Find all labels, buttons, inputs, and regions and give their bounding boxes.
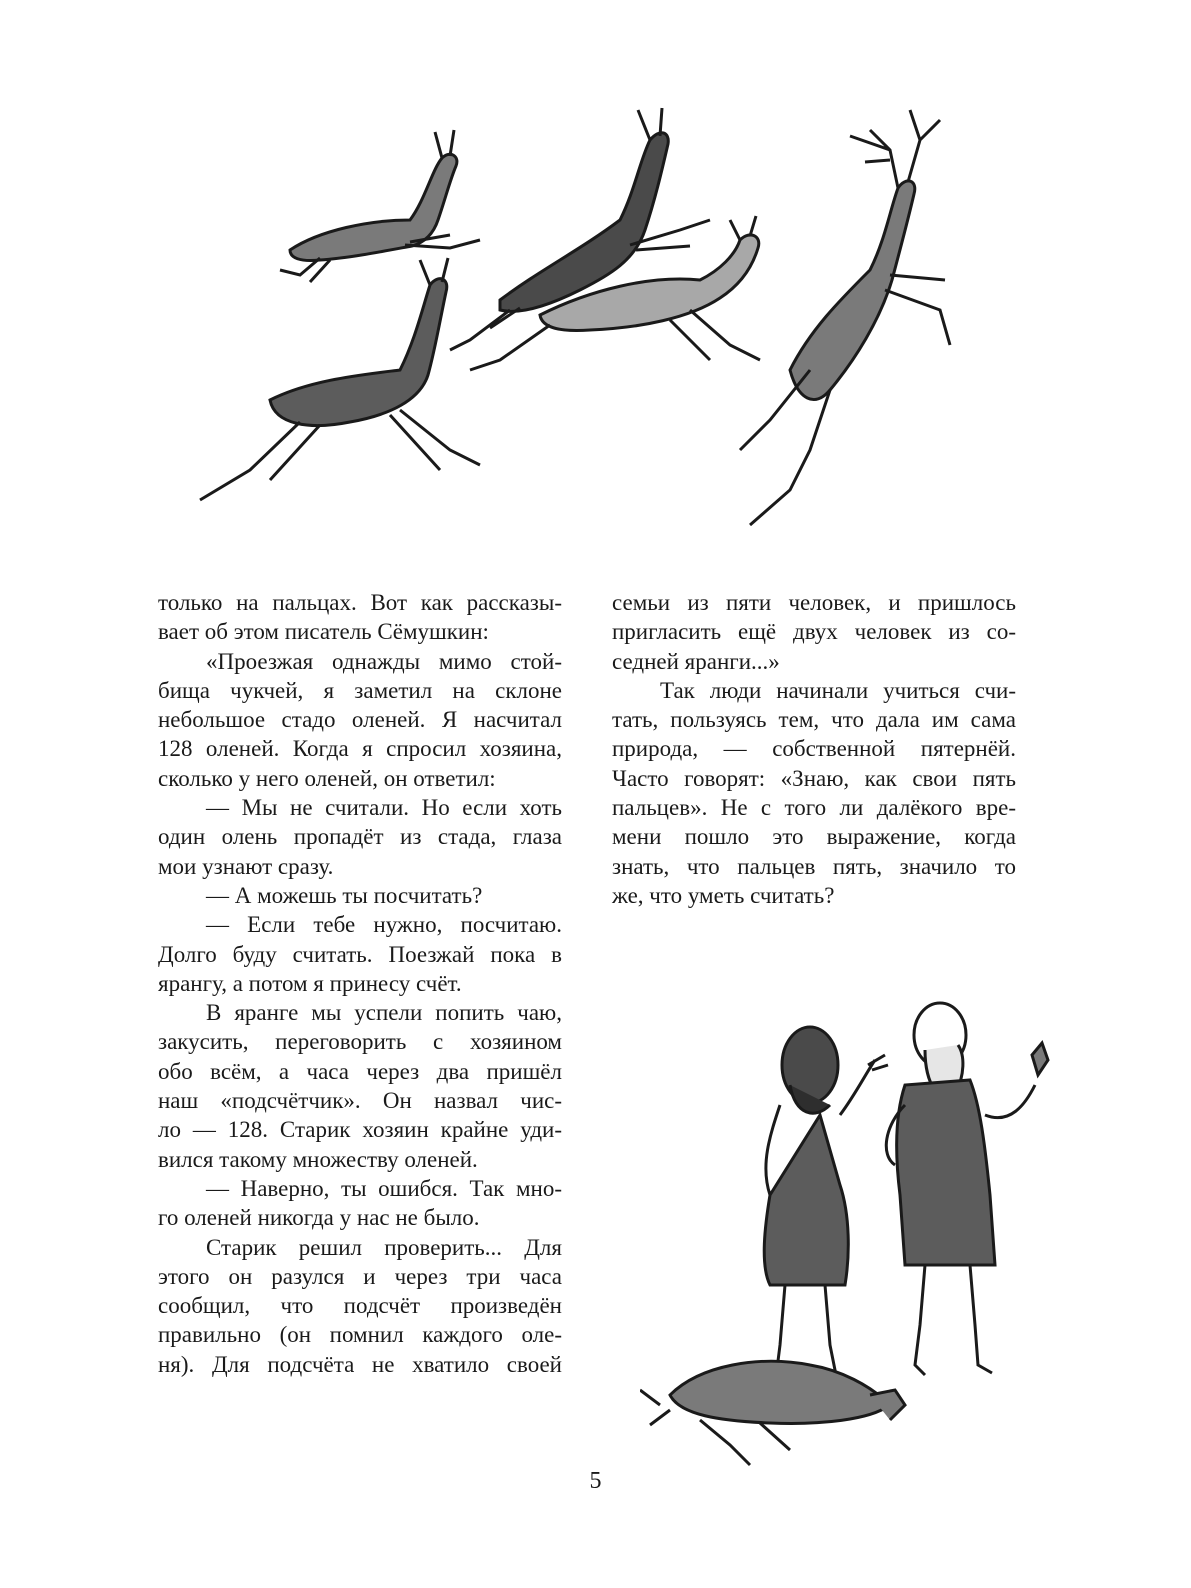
text-line: тать, пользуясь тем, что дала им сама: [612, 707, 1016, 733]
text-line: го оленей никогда у нас не было.: [158, 1205, 480, 1231]
text-line: Так люди начинали учиться счи-: [660, 677, 1016, 703]
text-line: один олень пропадёт из стада, глаза: [158, 824, 562, 850]
stag-icon: [740, 110, 950, 525]
text-line: сообщил, что подсчёт произведён: [158, 1293, 562, 1319]
text-line: семьи из пяти человек, и пришлось: [612, 590, 1016, 615]
hunters-illustration: [640, 965, 1060, 1485]
text-line: вился такому множеству оленей.: [158, 1146, 478, 1172]
text-line: мени пошло это выражение, когда: [612, 824, 1016, 850]
text-line: сколько у него оленей, он ответил:: [158, 765, 496, 791]
text-line: — А можешь ты посчитать?: [206, 882, 483, 908]
elder-figure-icon: [886, 1003, 1048, 1375]
text-line: мои узнают сразу.: [158, 853, 334, 879]
deer-icon: [200, 258, 480, 500]
text-line: пригласить ещё двух человек из со-: [612, 619, 1016, 645]
text-line: 128 оленей. Когда я спросил хозяина,: [158, 736, 562, 762]
text-line: — Мы не считали. Но если хоть: [206, 795, 562, 821]
text-line: этого он разулся и через три часа: [158, 1263, 562, 1289]
text-line: ярангу, а потом я принесу счёт.: [158, 970, 462, 996]
deer-icon: [280, 130, 480, 282]
text-line: В яранге мы успели попить чаю,: [206, 1000, 562, 1026]
text-line: обо всём, а часа через два пришёл: [158, 1058, 562, 1084]
text-line: же, что уметь считать?: [612, 882, 835, 908]
text-column-right: [612, 588, 1016, 910]
page-number: 5: [589, 1468, 602, 1494]
text-line: Часто говорят: «Знаю, как свои пять: [612, 765, 1016, 791]
text-line: только на пальцах. Вот как рассказы-: [158, 590, 562, 615]
text-line: закусить, переговорить с хозяином: [158, 1029, 562, 1055]
text-line: правильно (он помнил каждого оле-: [158, 1322, 562, 1348]
text-line: наш «подсчётчик». Он назвал чис-: [158, 1088, 562, 1114]
text-line: пальцев». Не с того ли далёкого вре-: [612, 795, 1016, 821]
deer-icon: [640, 1361, 905, 1465]
text-line: — Наверно, ты ошибся. Так мно-: [206, 1175, 562, 1201]
text-line: небольшое стадо оленей. Я насчитал: [158, 707, 562, 733]
deer-herd-illustration: [150, 70, 1030, 550]
text-line: бища чукчей, я заметил на склоне: [158, 677, 562, 703]
text-line: знать, что пальцев пять, значило то: [612, 853, 1016, 879]
text-line: Старик решил проверить... Для: [206, 1234, 562, 1260]
text-line: ло — 128. Старик хозяин крайне уди-: [158, 1117, 562, 1143]
text-line: ня). Для подсчёта не хватило своей: [158, 1351, 562, 1377]
text-line: седней яранги...»: [612, 648, 780, 674]
text-column-left: [158, 588, 562, 1379]
text-line: природа, — собственной пятернёй.: [612, 736, 1016, 762]
text-line: — Если тебе нужно, посчитаю.: [206, 912, 562, 938]
text-line: вает об этом писатель Сёмушкин:: [158, 619, 489, 645]
hunter-figure-icon: [764, 1027, 888, 1395]
text-line: «Проезжая однажды мимо стой-: [206, 648, 562, 674]
text-line: Долго буду считать. Поезжай пока в: [158, 941, 562, 967]
